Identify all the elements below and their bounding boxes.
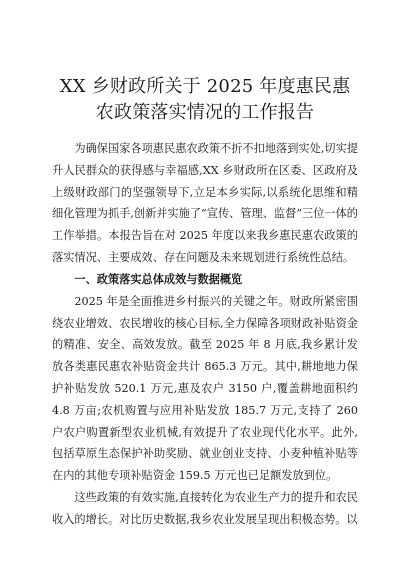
intro-paragraph: 为确保国家各项惠民惠农政策不折不扣地落到实处,切实提升人民群众的获得感与幸福感,XX 乡财政所在区委、区政府及上级财政部门的坚强领导下,立足本乡实际,以系统化思维和精细化管理为抓手,创新并实施了“宣传、管理、监督”三位一体的工作举措。本报告旨在对 2025 年度以来我乡惠民惠农政策的落实情况、主要成效、存在问题及未来规划进行系统性总结。	[52, 142, 358, 264]
section1-paragraph-2: 这些政策的有效实施,直接转化为农业生产力的提升和农民收入的增长。对比历史数据,我乡农业发展呈现出积极态势。以	[52, 490, 358, 526]
section1-paragraph-1: 2025 年是全面推进乡村振兴的关键之年。财政所紧密围绕农业增效、农民增收的核心目标,全力保障各项财政补贴资金的精准、安全、高效发放。截至 2025 年 8 月底,我乡累计发放各类惠民惠农补贴资金共计 865.3 万元。其中,耕地地力保护补贴发放 520.1 万元,惠及农户 3150 户,覆盖耕地面积约 4.8 万亩;农机购置与应用补贴发放 185.7 万元,支持了 260 户农户购置新型农业机械,有效提升了农业现代化水平。此外,包括草原生态保护补助奖励、就业创业支持、小麦种植补贴等在内的其他专项补贴资金 159.5 万元也已足额发放到位。	[52, 294, 358, 483]
document-title: XX 乡财政所关于 2025 年度惠民惠农政策落实情况的工作报告	[59, 76, 351, 123]
section-heading-1: 一、政策落实总体成效与数据概览	[74, 272, 243, 286]
